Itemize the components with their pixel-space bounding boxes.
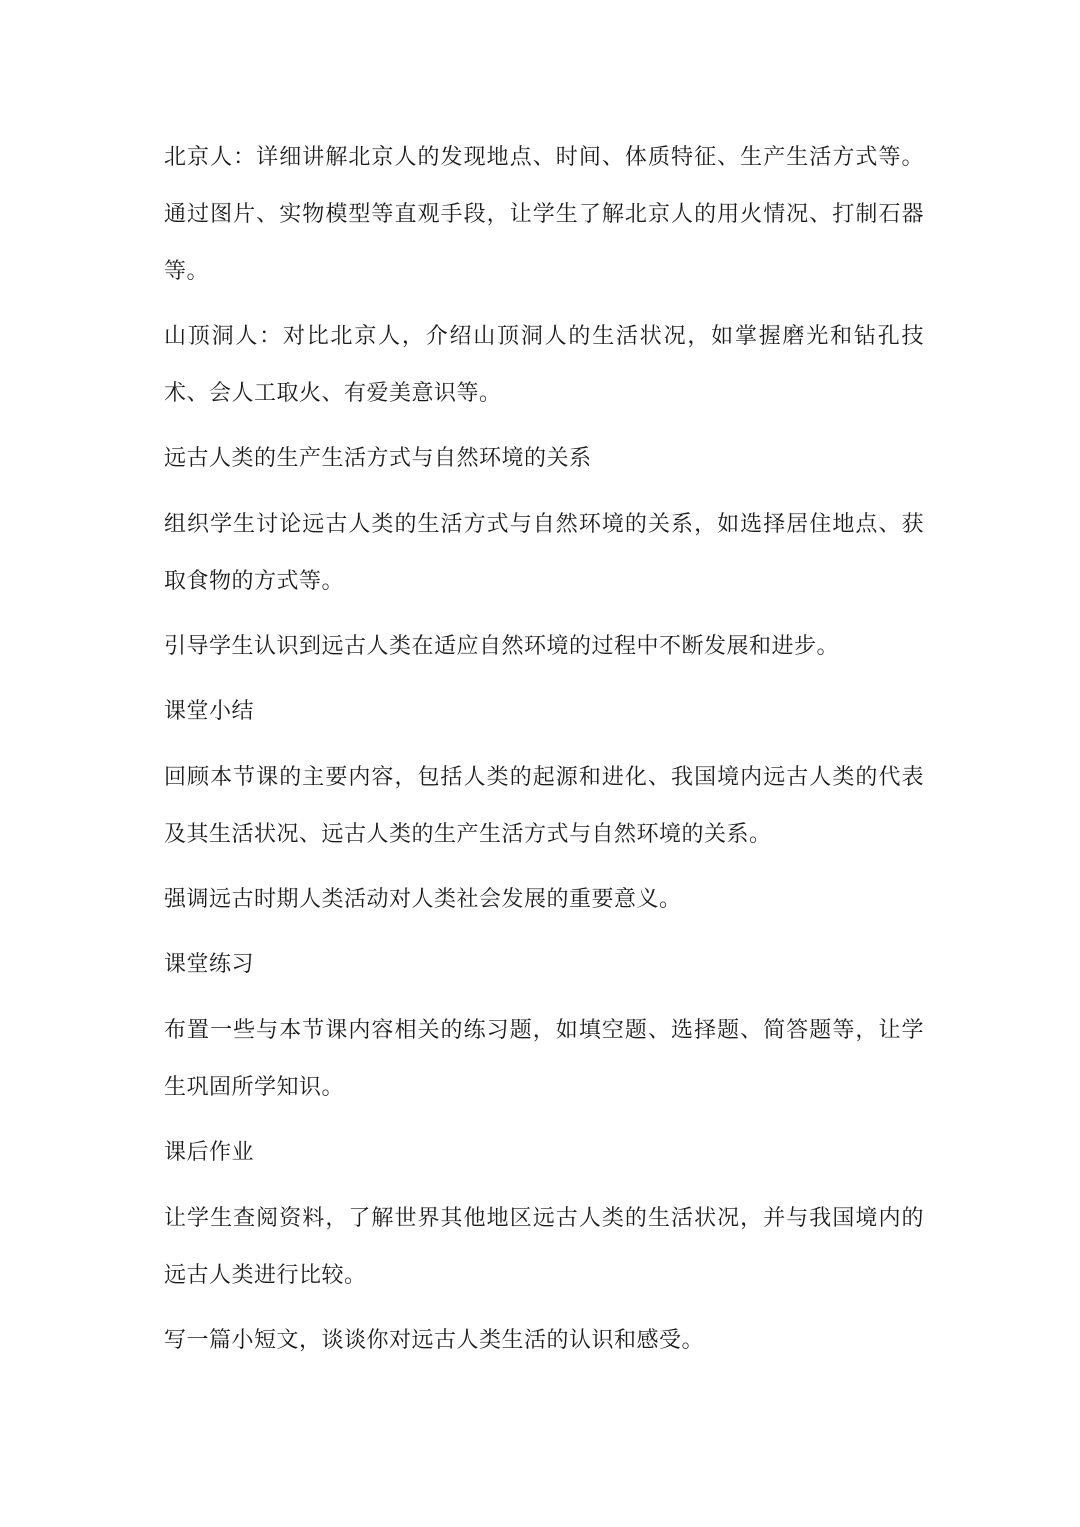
paragraph-peking-man: 北京人：详细讲解北京人的发现地点、时间、体质特征、生产生活方式等。通过图片、实物模型等直观手段，让学生了解北京人的用火情况、打制石器等。 (164, 145, 924, 284)
paragraph-homework-essay: 写一篇小短文，谈谈你对远古人类生活的认识和感受。 (164, 1328, 705, 1353)
section-heading-environment: 远古人类的生产生活方式与自然环境的关系 (164, 446, 592, 471)
document-body (164, 129, 924, 1377)
paragraph-emphasis: 强调远古时期人类活动对人类社会发展的重要意义。 (164, 887, 682, 912)
section-heading-exercise: 课堂练习 (164, 952, 255, 977)
paragraph-review: 回顾本节课的主要内容，包括人类的起源和进化、我国境内远古人类的代表及其生活状况、远古人类的生产生活方式与自然环境的关系。 (164, 765, 924, 847)
paragraph-guidance: 引导学生认识到远古人类在适应自然环境的过程中不断发展和进步。 (164, 634, 840, 659)
paragraph-homework-research: 让学生查阅资料，了解世界其他地区远古人类的生活状况，并与我国境内的远古人类进行比较。 (164, 1206, 924, 1288)
paragraph-discussion: 组织学生讨论远古人类的生活方式与自然环境的关系，如选择居住地点、获取食物的方式等。 (164, 512, 924, 594)
section-heading-summary: 课堂小结 (164, 699, 255, 724)
paragraph-upper-cave-man: 山顶洞人：对比北京人，介绍山顶洞人的生活状况，如掌握磨光和钻孔技术、会人工取火、有爱美意识等。 (164, 324, 924, 406)
section-heading-homework: 课后作业 (164, 1140, 255, 1165)
paragraph-exercise: 布置一些与本节课内容相关的练习题，如填空题、选择题、简答题等，让学生巩固所学知识。 (164, 1018, 924, 1100)
